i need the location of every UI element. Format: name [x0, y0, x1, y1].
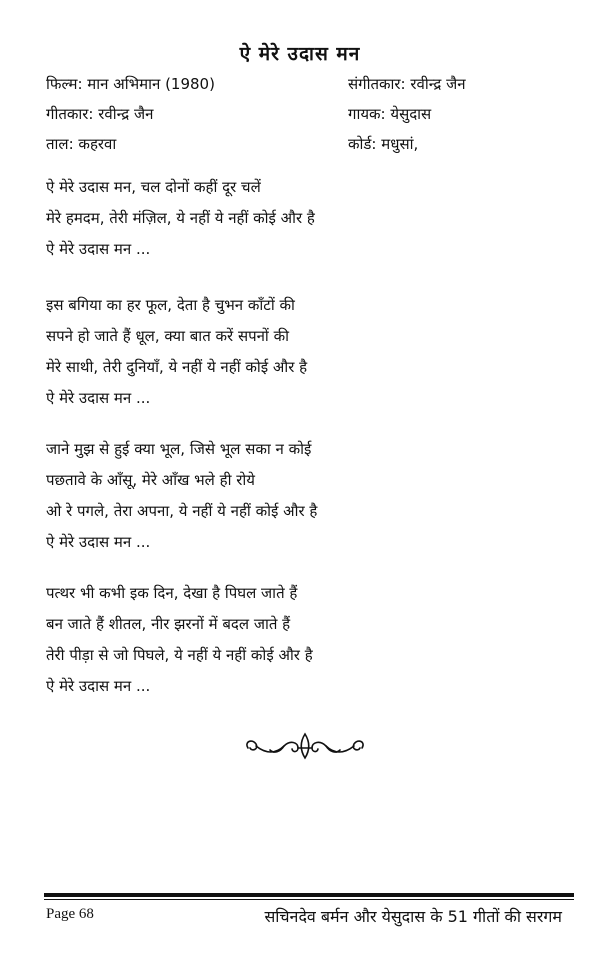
stanza-1	[46, 172, 566, 265]
lyric-line: ऐ मेरे उदास मन, चल दोनों कहीं दूर चलें	[46, 178, 261, 196]
lyric-line: जाने मुझ से हुई क्या भूल, जिसे भूल सका न कोई	[46, 440, 312, 458]
lyric-line: पत्थर भी कभी इक दिन, देखा है पिघल जाते हैं	[46, 584, 298, 602]
lyric-line: पछतावे के आँसू, मेरे आँख भले ही रोये	[46, 471, 255, 489]
lyric-line: सपने हो जाते हैं धूल, क्या बात करें सपनों की	[46, 327, 289, 345]
lyric-line: ऐ मेरे उदास मन ...	[46, 240, 151, 258]
footer-rule-thin	[44, 899, 574, 900]
flourish-ornament-icon	[240, 728, 370, 764]
stanza-4	[46, 578, 566, 702]
stanza-2	[46, 290, 566, 414]
lyric-line: ऐ मेरे उदास मन ...	[46, 677, 151, 695]
lyric-line: मेरे हमदम, तेरी मंज़िल, ये नहीं ये नहीं कोई और है	[46, 209, 315, 227]
footer-rule-thick	[44, 893, 574, 897]
meta-film: फिल्म: मान अभिमान (1980)	[46, 75, 215, 93]
lyric-line: ओ रे पगले, तेरा अपना, ये नहीं ये नहीं कोई और है	[46, 502, 318, 520]
meta-chords: कोर्ड: मधुसां,	[348, 135, 419, 153]
lyric-line: ऐ मेरे उदास मन ...	[46, 389, 151, 407]
lyric-line: इस बगिया का हर फूल, देता है चुभन काँटों की	[46, 296, 295, 314]
lyric-line: मेरे साथी, तेरी दुनियाँ, ये नहीं ये नहीं कोई और है	[46, 358, 308, 376]
meta-singer: गायक: येसुदास	[348, 105, 432, 123]
stanza-3	[46, 434, 566, 558]
meta-composer: संगीतकार: रवीन्द्र जैन	[348, 75, 466, 93]
meta-lyricist: गीतकार: रवीन्द्र जैन	[46, 105, 154, 123]
book-title: सचिनदेव बर्मन और येसुदास के 51 गीतों की सरगम	[264, 907, 562, 926]
lyric-line: बन जाते हैं शीतल, नीर झरनों में बदल जाते हैं	[46, 615, 291, 633]
lyric-line: तेरी पीड़ा से जो पिघले, ये नहीं ये नहीं कोई और है	[46, 646, 313, 664]
song-title: ऐ मेरे उदास मन	[239, 43, 361, 65]
lyric-line: ऐ मेरे उदास मन ...	[46, 533, 151, 551]
meta-taal: ताल: कहरवा	[46, 135, 117, 153]
page-number: Page 68	[46, 906, 94, 922]
